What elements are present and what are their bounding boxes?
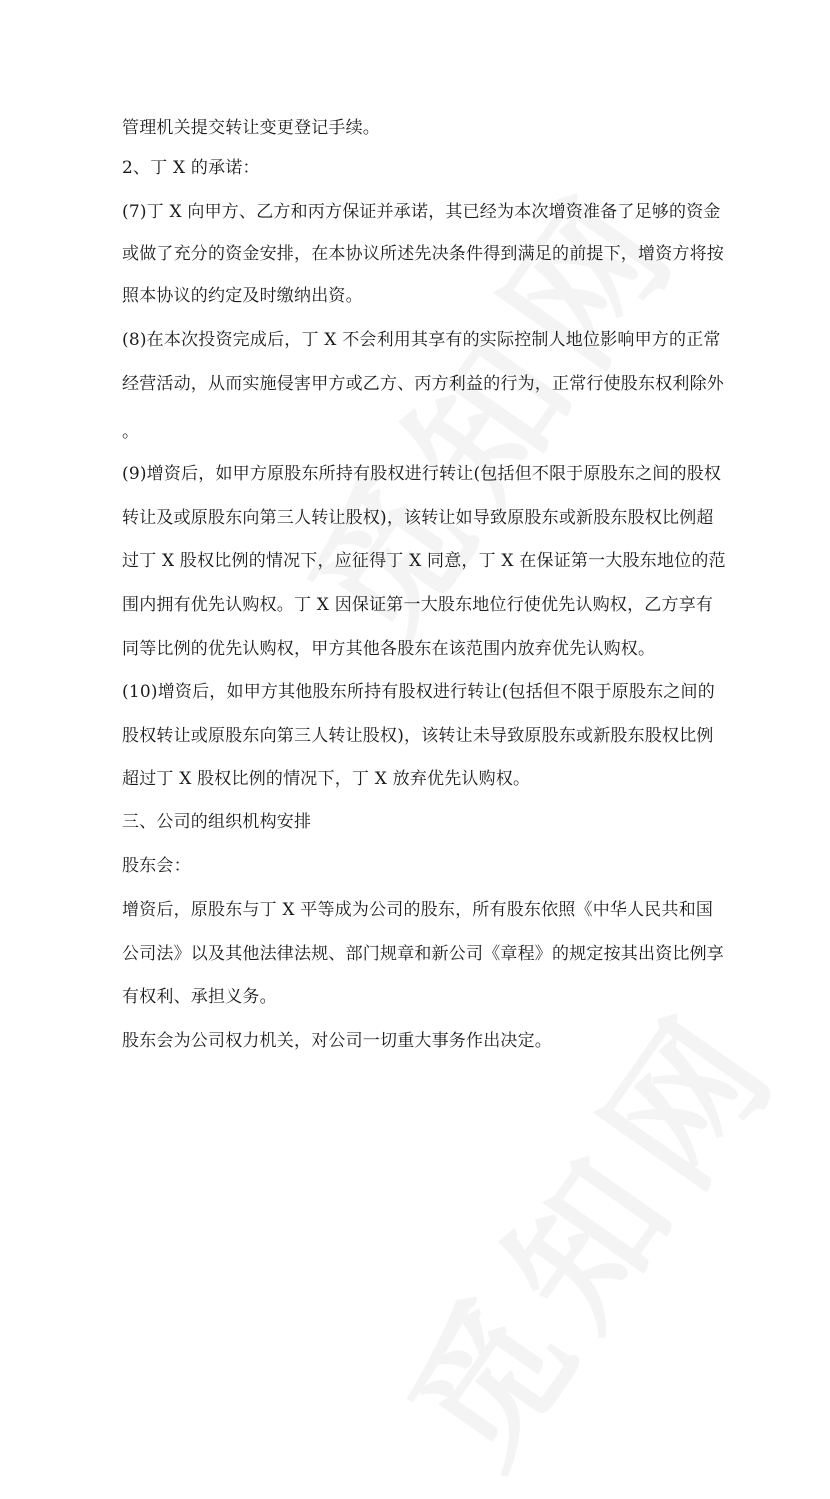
clause-8-line: (8)在本次投资完成后，丁 X 不会利用其享有的实际控制人地位影响甲方的正常 xyxy=(122,330,721,350)
clause-8-line: 经营活动，从而实施侵害甲方或乙方、丙方利益的行为，正常行使股东权利除外 xyxy=(122,374,724,394)
clause-7-line: (7)丁 X 向甲方、乙方和丙方保证并承诺，其已经为本次增资准备了足够的资金 xyxy=(122,202,721,222)
clause-10-line: (10)增资后，如甲方其他股东所持有股权进行转让(包括但不限于原股东之间的 xyxy=(122,682,715,702)
clause-10-line: 超过丁 X 股权比例的情况下，丁 X 放弃优先认购权。 xyxy=(122,769,531,789)
clause-7-line: 或做了充分的资金安排，在本协议所述先决条件得到满足的前提下，增资方将按 xyxy=(122,244,724,264)
section-heading-commitment: 2、丁 X 的承诺： xyxy=(122,158,260,178)
text-line: 管理机关提交转让变更登记手续。 xyxy=(122,118,380,138)
clause-7-line: 照本协议的约定及时缴纳出资。 xyxy=(122,286,363,306)
paragraph-line: 有权利、承担义务。 xyxy=(122,987,277,1007)
clause-10-line: 股权转让或原股东向第三人转让股权)，该转让未导致原股东或新股东股权比例 xyxy=(122,726,714,746)
subheading-shareholders-meeting: 股东会： xyxy=(122,856,191,876)
clause-9-line: 转让及或原股东向第三人转让股权)，该转让如导致原股东或新股东股权比例超 xyxy=(122,508,714,528)
clause-9-line: 围内拥有优先认购权。丁 X 因保证第一大股东地位行使优先认购权，乙方享有 xyxy=(122,595,714,615)
clause-9-line: 同等比例的优先认购权，甲方其他各股东在该范围内放弃优先认购权。 xyxy=(122,639,656,659)
paragraph-line: 增资后，原股东与丁 X 平等成为公司的股东，所有股东依照《中华人民共和国 xyxy=(122,900,714,920)
paragraph-line: 股东会为公司权力机关，对公司一切重大事务作出决定。 xyxy=(122,1031,552,1051)
clause-9-line: (9)增资后，如甲方原股东所持有股权进行转让(包括但不限于原股东之间的股权 xyxy=(122,464,722,484)
clause-8-line: 。 xyxy=(122,422,140,442)
clause-9-line: 过丁 X 股权比例的情况下，应征得丁 X 同意，丁 X 在保证第一大股东地位的范 xyxy=(122,551,726,571)
section-heading-organization: 三、公司的组织机构安排 xyxy=(122,812,312,832)
paragraph-line: 公司法》以及其他法律法规、部门规章和新公司《章程》的规定按其出资比例享 xyxy=(122,944,724,964)
